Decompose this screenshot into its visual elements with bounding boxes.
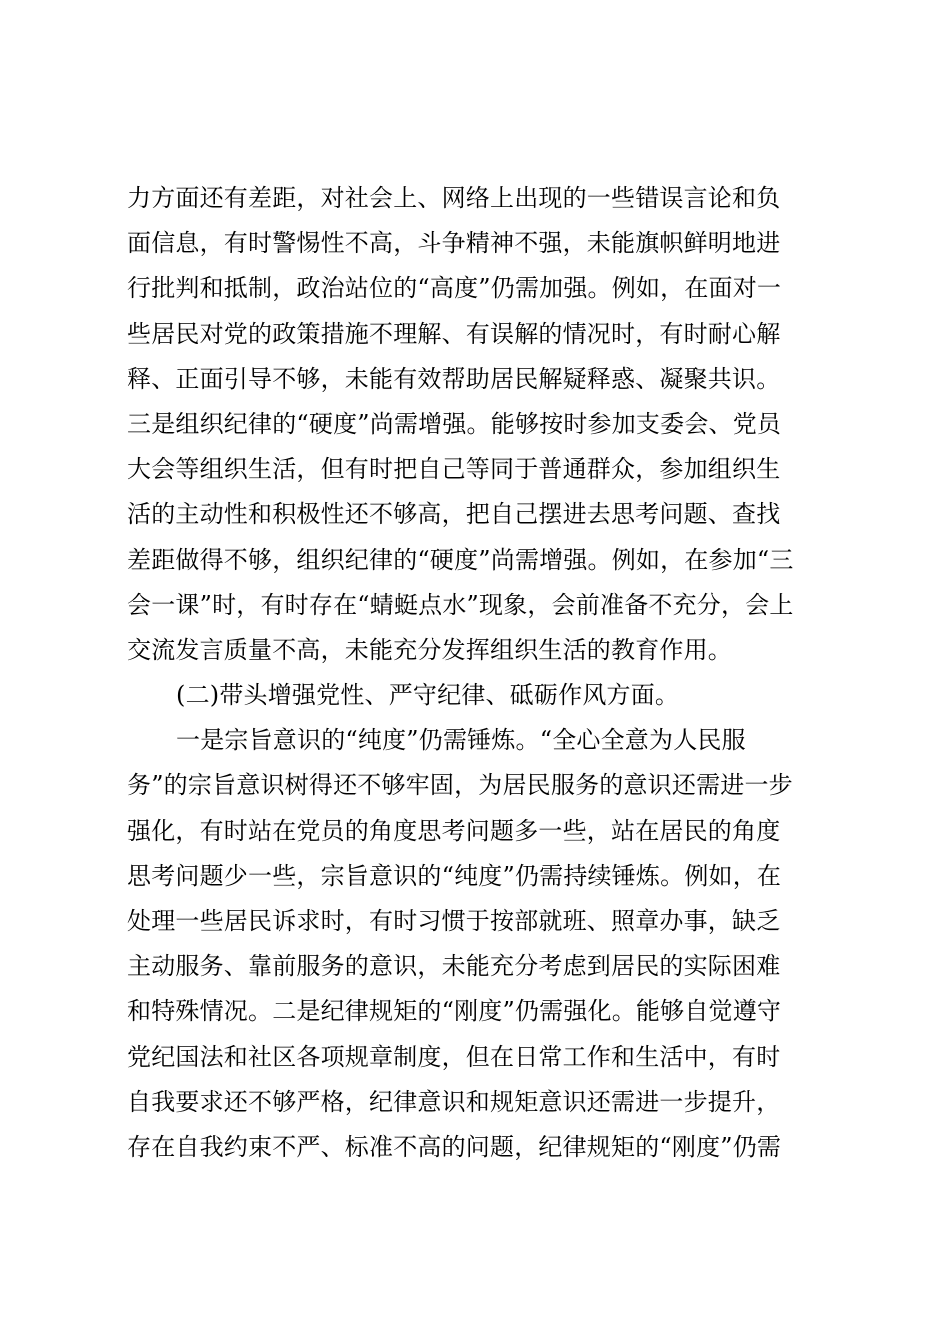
text-line: 些居民对党的政策措施不理解、有误解的情况时，有时耐心解 [127,319,781,348]
text-line: 一是宗旨意识的“纯度”仍需锤炼。“全心全意为人民服 [176,726,746,755]
text-line: 释、正面引导不够，未能有效帮助居民解疑释惑、凝聚共识。 [127,364,781,393]
text-line: 存在自我约束不严、标准不高的问题，纪律规矩的“刚度”仍需 [127,1132,782,1161]
text-line: 思考问题少一些，宗旨意识的“纯度”仍需持续锤炼。例如，在 [127,861,782,890]
text-line: 会一课”时，有时存在“蜻蜓点水”现象，会前准备不充分，会上 [127,590,794,619]
text-line: 强化，有时站在党员的角度思考问题多一些，站在居民的角度 [127,816,781,845]
text-line: 差距做得不够，组织纪律的“硬度”尚需增强。例如，在参加“三 [127,545,794,574]
text-line: 行批判和抵制，政治站位的“高度”仍需加强。例如，在面对一 [127,274,782,303]
text-line: 活的主动性和积极性还不够高，把自己摆进去思考问题、查找 [127,500,781,529]
text-line: 三是组织纪律的“硬度”尚需增强。能够按时参加支委会、党员 [127,409,782,438]
text-line: 主动服务、靠前服务的意识，未能充分考虑到居民的实际困难 [127,952,781,981]
text-line: (二)带头增强党性、严守纪律、砥砺作风方面。 [176,681,680,710]
text-line: 和特殊情况。二是纪律规矩的“刚度”仍需强化。能够自觉遵守 [127,997,782,1026]
text-line: 处理一些居民诉求时，有时习惯于按部就班、照章办事，缺乏 [127,907,781,935]
text-line: 大会等组织生活，但有时把自己等同于普通群众，参加组织生 [127,455,781,484]
text-line: 务”的宗旨意识树得还不够牢固，为居民服务的意识还需进一步 [127,771,793,800]
document-body [127,176,832,1170]
text-line: 交流发言质量不高，未能充分发挥组织生活的教育作用。 [127,635,732,664]
text-line: 力方面还有差距，对社会上、网络上出现的一些错误言论和负 [127,184,781,212]
text-line: 党纪国法和社区各项规章制度，但在日常工作和生活中，有时 [127,1042,781,1071]
text-line: 面信息，有时警惕性不高，斗争精神不强，未能旗帜鲜明地进 [127,229,781,258]
text-line: 自我要求还不够严格，纪律意识和规矩意识还需进一步提升， [127,1087,781,1116]
